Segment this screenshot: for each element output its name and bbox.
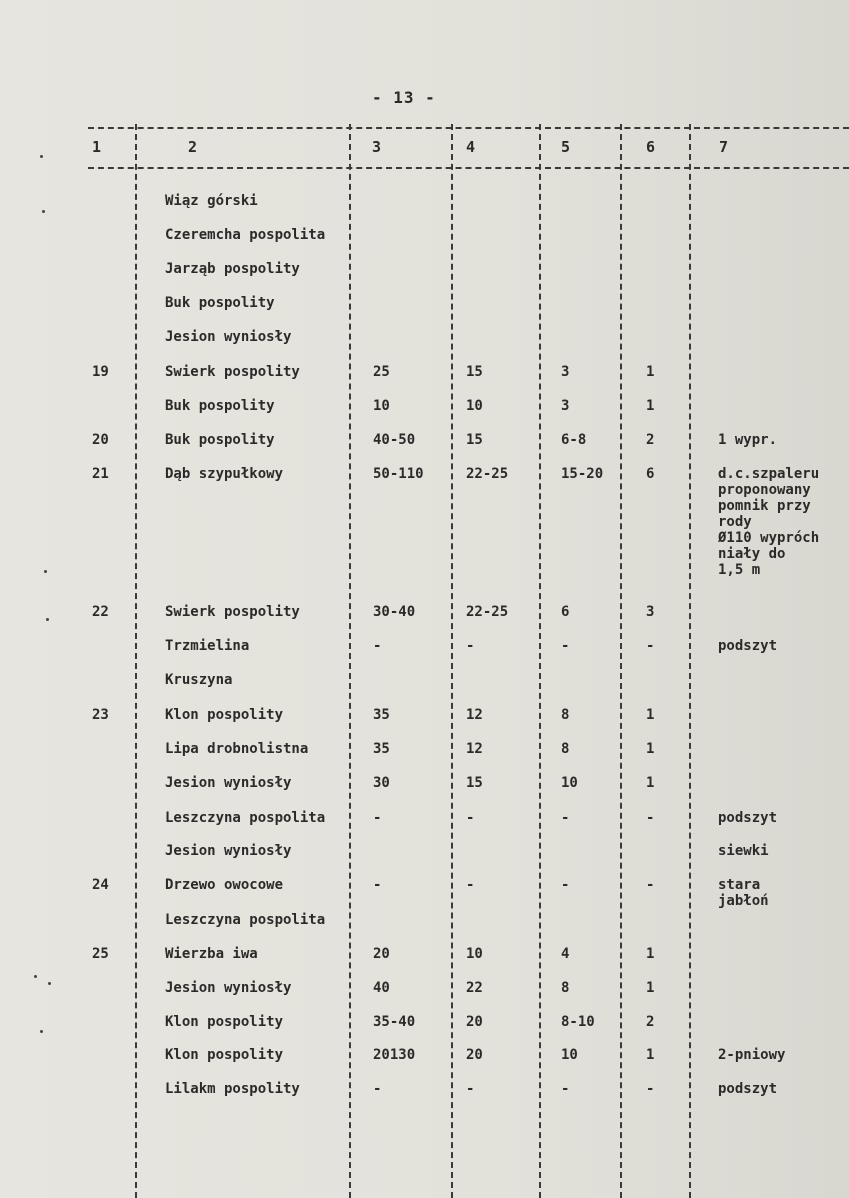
column-4-value: 15 — [466, 775, 483, 791]
species-name: Wiąz górski — [165, 193, 258, 209]
column-separator — [620, 124, 622, 1198]
species-name: Kruszyna — [165, 672, 233, 688]
species-name: Buk pospolity — [165, 432, 275, 448]
column-6-value: 1 — [646, 980, 655, 996]
column-5-value: - — [561, 638, 570, 654]
margin-speck — [48, 982, 51, 985]
column-4-value: - — [466, 877, 475, 893]
species-name: Wierzba iwa — [165, 946, 258, 962]
column-5-value: 6-8 — [561, 432, 587, 448]
species-name: Drzewo owocowe — [165, 877, 284, 893]
species-name: Dąb szypułkowy — [165, 466, 284, 482]
remarks-note: 2-pniowy — [718, 1047, 786, 1063]
species-name: Jesion wyniosły — [165, 843, 292, 859]
column-4-value: 12 — [466, 741, 483, 757]
column-3-value: 35 — [373, 741, 390, 757]
species-name: Lipa drobnolistna — [165, 741, 309, 757]
column-3-value: 35-40 — [373, 1014, 416, 1030]
margin-speck — [34, 975, 37, 978]
species-name: Buk pospolity — [165, 295, 275, 311]
row-number: 24 — [92, 877, 109, 893]
row-number: 25 — [92, 946, 109, 962]
column-3-value: 10 — [373, 398, 390, 414]
column-separator — [451, 124, 453, 1198]
column-6-value: - — [646, 1081, 655, 1097]
column-3-value: 35 — [373, 707, 390, 723]
column-3-value: - — [373, 638, 382, 654]
column-header-2: 2 — [188, 138, 198, 156]
column-header-6: 6 — [646, 138, 656, 156]
column-6-value: 2 — [646, 432, 655, 448]
column-3-value: - — [373, 810, 382, 826]
column-separator — [539, 124, 541, 1198]
column-3-value: 40-50 — [373, 432, 416, 448]
remarks-note: 1 wypr. — [718, 432, 778, 448]
species-name: Leszczyna pospolita — [165, 912, 326, 928]
margin-speck — [40, 155, 43, 158]
column-3-value: 30-40 — [373, 604, 416, 620]
remarks-note: stara jabłoń — [718, 877, 769, 909]
column-6-value: 1 — [646, 946, 655, 962]
column-header-3: 3 — [372, 138, 382, 156]
column-5-value: - — [561, 1081, 570, 1097]
margin-speck — [44, 570, 47, 573]
column-4-value: 22-25 — [466, 604, 509, 620]
header-bottom-rule — [88, 167, 849, 169]
species-name: Klon pospolity — [165, 1014, 284, 1030]
column-6-value: - — [646, 810, 655, 826]
species-name: Swierk pospolity — [165, 604, 300, 620]
column-6-value: 6 — [646, 466, 655, 482]
column-4-value: - — [466, 1081, 475, 1097]
column-6-value: 1 — [646, 1047, 655, 1063]
column-3-value: 30 — [373, 775, 390, 791]
column-header-5: 5 — [561, 138, 571, 156]
column-header-1: 1 — [92, 138, 102, 156]
column-5-value: 4 — [561, 946, 570, 962]
species-name: Klon pospolity — [165, 707, 284, 723]
column-separator — [135, 124, 137, 1198]
column-5-value: - — [561, 810, 570, 826]
column-5-value: 10 — [561, 775, 578, 791]
column-6-value: - — [646, 638, 655, 654]
column-4-value: 20 — [466, 1047, 483, 1063]
column-4-value: 10 — [466, 946, 483, 962]
column-5-value: 8 — [561, 980, 570, 996]
column-header-7: 7 — [719, 138, 729, 156]
species-name: Swierk pospolity — [165, 364, 300, 380]
margin-speck — [40, 1030, 43, 1033]
row-number: 22 — [92, 604, 109, 620]
column-4-value: 15 — [466, 432, 483, 448]
column-3-value: 20 — [373, 946, 390, 962]
column-6-value: 2 — [646, 1014, 655, 1030]
column-separator — [349, 124, 351, 1198]
species-name: Trzmielina — [165, 638, 250, 654]
column-3-value: - — [373, 877, 382, 893]
column-6-value: 1 — [646, 398, 655, 414]
remarks-note: siewki — [718, 843, 769, 859]
column-4-value: 22 — [466, 980, 483, 996]
column-3-value: 40 — [373, 980, 390, 996]
column-3-value: 50-110 — [373, 466, 424, 482]
remarks-note: podszyt — [718, 810, 778, 826]
row-number: 20 — [92, 432, 109, 448]
column-4-value: 15 — [466, 364, 483, 380]
column-6-value: 1 — [646, 364, 655, 380]
column-5-value: 8 — [561, 741, 570, 757]
remarks-note: podszyt — [718, 638, 778, 654]
column-6-value: 1 — [646, 775, 655, 791]
column-separator — [689, 124, 691, 1198]
column-4-value: - — [466, 810, 475, 826]
table-top-rule — [88, 127, 849, 129]
row-number: 21 — [92, 466, 109, 482]
remarks-note: podszyt — [718, 1081, 778, 1097]
column-3-value: - — [373, 1081, 382, 1097]
column-4-value: 22-25 — [466, 466, 509, 482]
column-3-value: 25 — [373, 364, 390, 380]
remarks-note: d.c.szpaleru proponowany pomnik przy rody Ø110 wypróch niały do 1,5 m — [718, 466, 820, 578]
column-3-value: 20130 — [373, 1047, 416, 1063]
species-name: Klon pospolity — [165, 1047, 284, 1063]
species-name: Jesion wyniosły — [165, 775, 292, 791]
column-6-value: 1 — [646, 741, 655, 757]
column-5-value: 3 — [561, 398, 570, 414]
column-5-value: 8 — [561, 707, 570, 723]
row-number: 23 — [92, 707, 109, 723]
species-name: Jesion wyniosły — [165, 980, 292, 996]
column-header-4: 4 — [466, 138, 476, 156]
column-4-value: - — [466, 638, 475, 654]
column-4-value: 20 — [466, 1014, 483, 1030]
column-5-value: 10 — [561, 1047, 578, 1063]
column-5-value: 3 — [561, 364, 570, 380]
species-name: Jarząb pospolity — [165, 261, 300, 277]
species-name: Lilakm pospolity — [165, 1081, 300, 1097]
species-name: Buk pospolity — [165, 398, 275, 414]
margin-speck — [46, 618, 49, 621]
column-5-value: 6 — [561, 604, 570, 620]
column-6-value: 1 — [646, 707, 655, 723]
column-4-value: 10 — [466, 398, 483, 414]
row-number: 19 — [92, 364, 109, 380]
species-name: Jesion wyniosły — [165, 329, 292, 345]
column-6-value: - — [646, 877, 655, 893]
column-5-value: 8-10 — [561, 1014, 595, 1030]
species-name: Czeremcha pospolita — [165, 227, 326, 243]
species-name: Leszczyna pospolita — [165, 810, 326, 826]
page-number: - 13 - — [372, 88, 436, 107]
column-5-value: - — [561, 877, 570, 893]
column-6-value: 3 — [646, 604, 655, 620]
column-4-value: 12 — [466, 707, 483, 723]
column-5-value: 15-20 — [561, 466, 604, 482]
margin-speck — [42, 210, 45, 213]
